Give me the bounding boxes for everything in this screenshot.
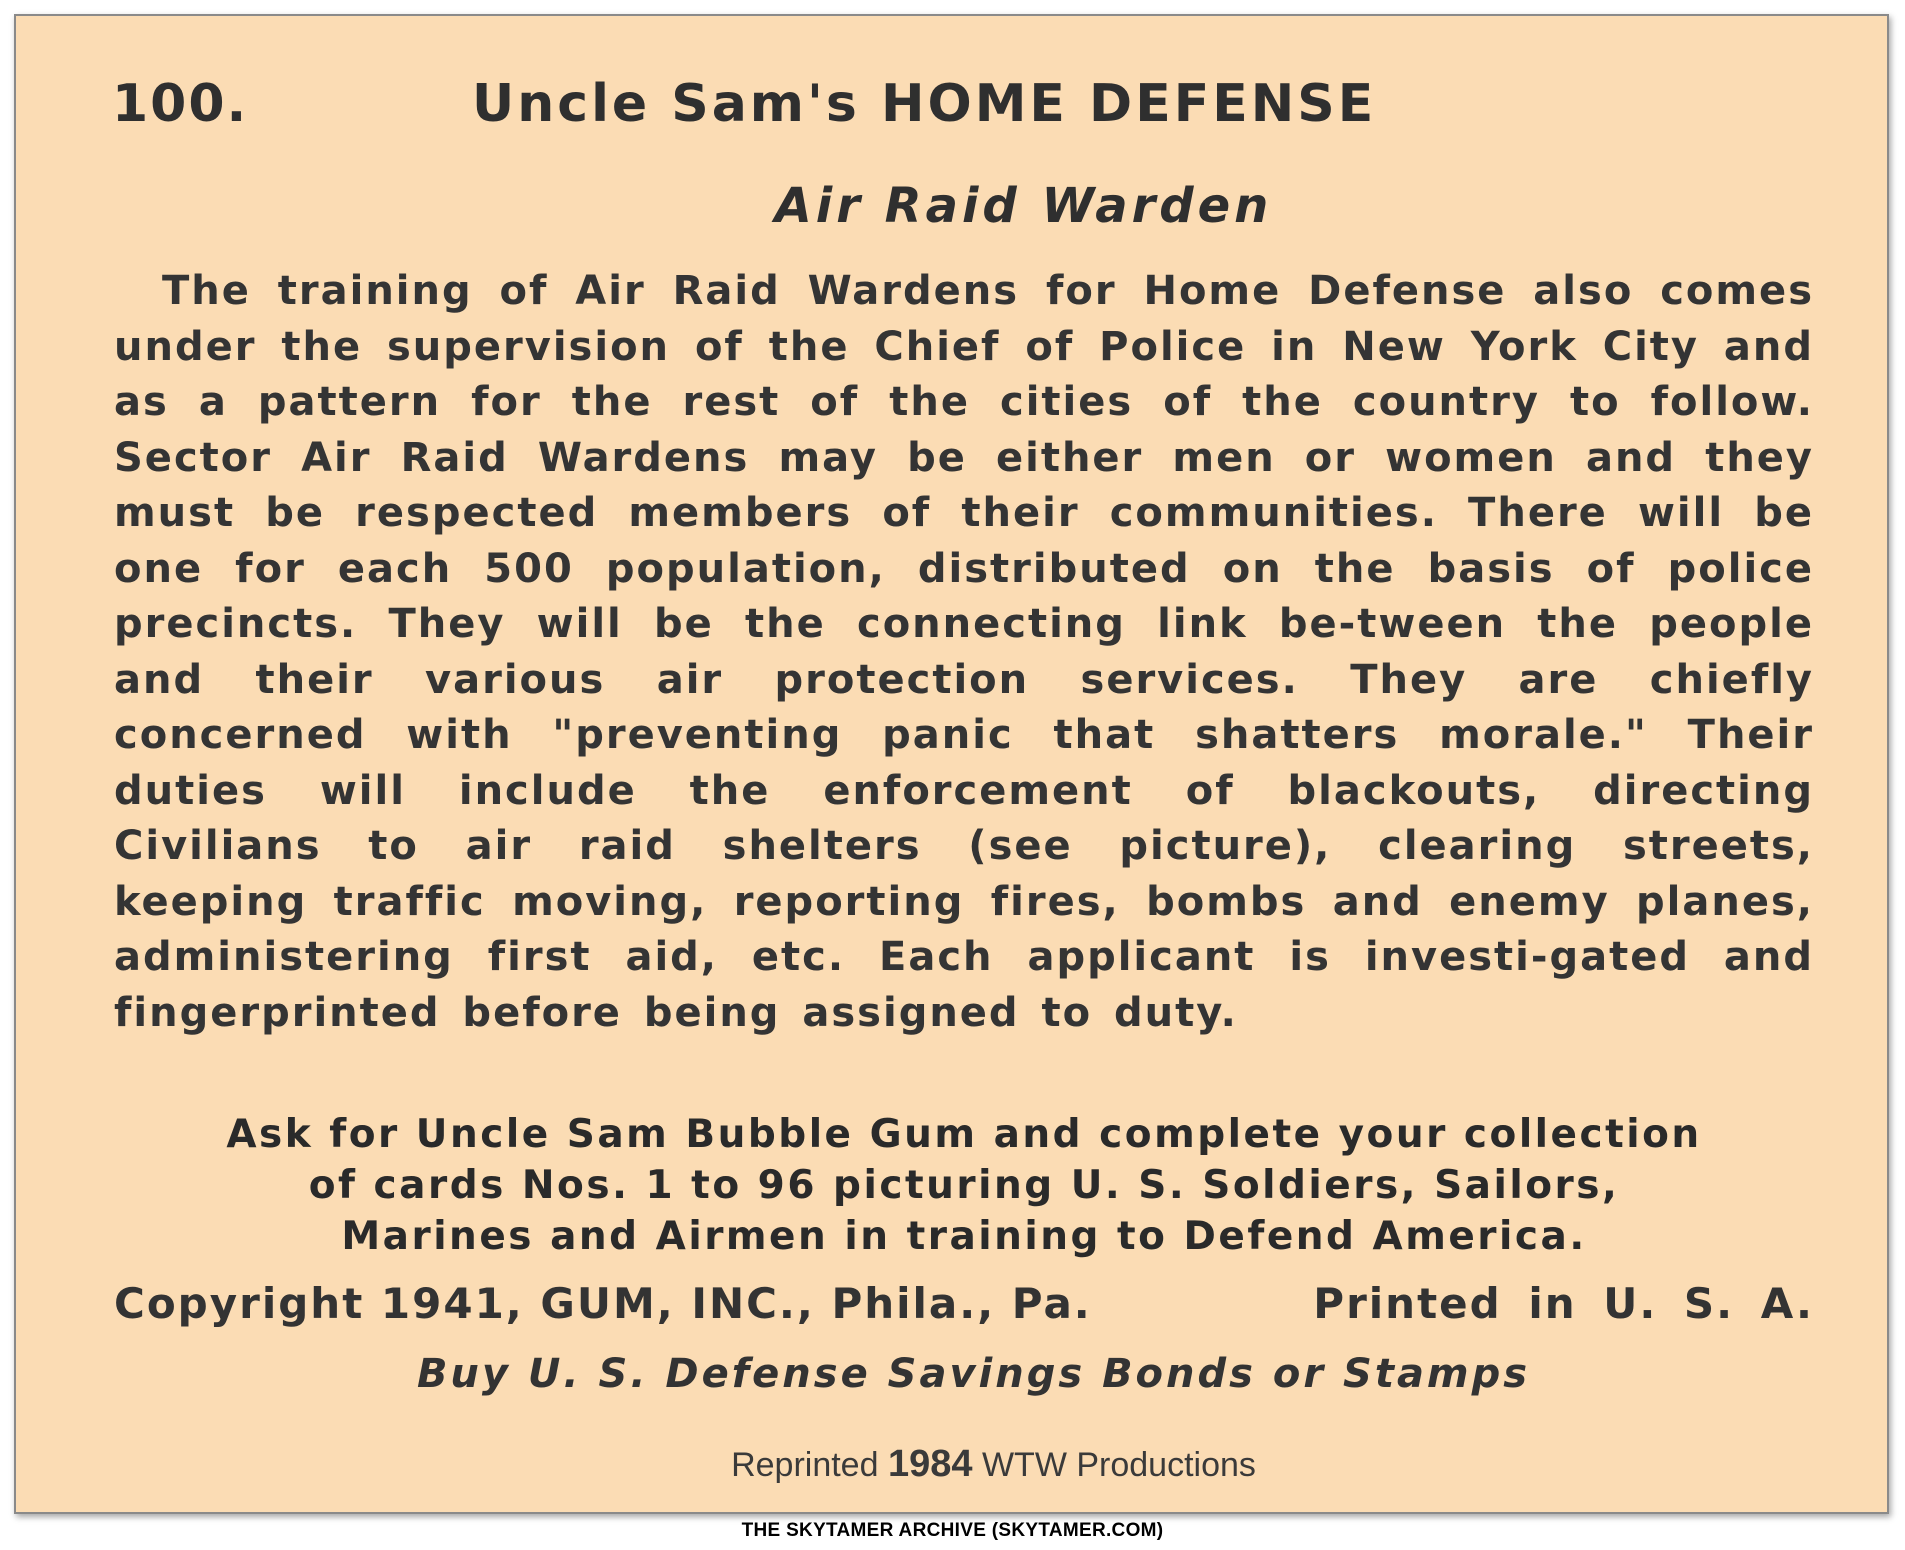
card-header <box>112 74 1812 164</box>
archive-credit: THE SKYTAMER ARCHIVE (SKYTAMER.COM) <box>741 1520 1164 1541</box>
card-number: 100. <box>112 74 249 134</box>
printed-in-notice: Printed in U. S. A. <box>1313 1279 1814 1328</box>
copyright-notice: Copyright 1941, GUM, INC., Phila., Pa. <box>114 1279 1092 1328</box>
bonds-slogan: Buy U. S. Defense Savings Bonds or Stamps <box>416 1351 1531 1397</box>
promo-line: Marines and Airmen in training to Defend America. <box>341 1214 1587 1259</box>
trading-card-back <box>14 14 1889 1514</box>
reprint-prefix: Reprinted <box>731 1446 879 1484</box>
reprint-publisher: WTW Productions <box>981 1446 1256 1484</box>
promo-text <box>114 1109 1814 1262</box>
card-description: The training of Air Raid Wardens for Home Defense also comes under the supervision of the Chief of Police in New York City and as a pattern for the rest of the cities of the country to follow. Sector Air Raid Wardens may be either men or women and they must be respected members of their communities. There will be one for each 500 population, distributed on the basis of police precincts. They will be the connecting link be-tween the people and their various air protection services. They are chiefly concerned with "preventing panic that shatters morale." Their duties will include the enforcement of blackouts, directing Civilians to air raid shelters (see picture), clearing streets, keeping traffic moving, reporting fires, bombs and enemy planes, administering first aid, etc. Each applicant is investi-gated and fingerprinted before being assigned to duty. <box>114 268 1814 1036</box>
promo-line: Ask for Uncle Sam Bubble Gum and complete your collection <box>226 1112 1702 1157</box>
card-subtitle: Air Raid Warden <box>774 178 1273 234</box>
reprint-year: 1984 <box>887 1443 973 1485</box>
promo-line: of cards Nos. 1 to 96 picturing U. S. Soldiers, Sailors, <box>308 1163 1620 1208</box>
card-title: Uncle Sam's HOME DEFENSE <box>472 74 1377 134</box>
copyright-row <box>114 1279 1814 1339</box>
reprint-notice <box>16 1443 1891 1486</box>
